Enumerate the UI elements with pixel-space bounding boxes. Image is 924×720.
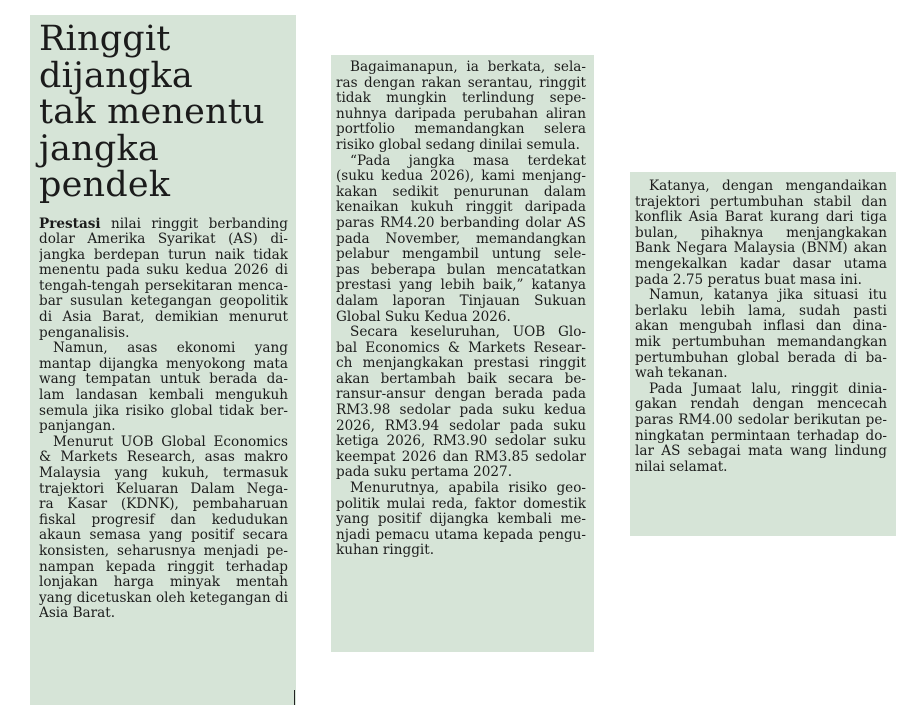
lead-word: Prestasi bbox=[39, 216, 101, 232]
text-line bbox=[635, 382, 887, 398]
headline-line: tak menentu bbox=[39, 92, 265, 132]
text-line bbox=[336, 325, 586, 341]
text-line bbox=[336, 294, 586, 310]
line-text: mengekalkan kadar dasar utama bbox=[635, 256, 887, 272]
article-column-3 bbox=[630, 172, 896, 536]
line-text: ransur-ansur dengan berada pada bbox=[336, 387, 586, 403]
line-text: yang positif dijangka kembali me- bbox=[336, 512, 586, 528]
text-line bbox=[39, 263, 288, 279]
line-text: & Markets Research, asas makro bbox=[39, 450, 288, 466]
line-text: politik mulai reda, faktor domestik bbox=[336, 496, 586, 512]
text-line bbox=[39, 388, 288, 404]
line-text: keempat 2026 dan RM3.85 sedolar bbox=[336, 449, 586, 465]
column-rule-mark bbox=[294, 690, 295, 705]
line-text: Menurut UOB Global Economics bbox=[53, 434, 288, 450]
line-text: fiskal progresif dan kedudukan bbox=[39, 512, 288, 528]
text-line bbox=[336, 512, 586, 528]
line-text: paras RM4.20 berbanding dolar AS bbox=[336, 215, 586, 231]
line-text: Asia Barat. bbox=[39, 606, 116, 622]
text-line bbox=[336, 419, 586, 435]
line-text: trajektori pertumbuhan stabil dan bbox=[635, 194, 887, 210]
text-line bbox=[336, 91, 586, 107]
text-line bbox=[39, 435, 288, 451]
text-line bbox=[635, 413, 887, 429]
text-line bbox=[39, 606, 288, 622]
text-line bbox=[336, 528, 586, 544]
line-text: Bank Negara Malaysia (BNM) akan bbox=[635, 241, 887, 257]
text-line bbox=[336, 372, 586, 388]
text-line bbox=[635, 273, 887, 289]
column-3-text bbox=[635, 179, 887, 475]
text-line bbox=[635, 210, 887, 226]
column-1-text bbox=[39, 217, 288, 622]
line-text: tengah-tengah persekitaran menca- bbox=[39, 278, 288, 294]
line-text: akan mengubah inflasi dan dina- bbox=[635, 319, 887, 335]
headline bbox=[39, 21, 288, 204]
text-line bbox=[336, 434, 586, 450]
line-text: pas beberapa bulan mencatatkan bbox=[336, 262, 586, 278]
text-line bbox=[39, 217, 288, 233]
line-text: berlaku lebih lama, sudah pasti bbox=[635, 303, 887, 319]
text-line bbox=[336, 216, 586, 232]
line-text: ningkatan permintaan terhadap do- bbox=[635, 428, 887, 444]
line-text: pelabur mengambil untung sele- bbox=[336, 247, 586, 263]
line-text: di Asia Barat, demikian menurut bbox=[39, 310, 288, 326]
line-text: bulan, pihaknya menjangkakan bbox=[635, 225, 887, 241]
line-text: Malaysia yang kukuh, termasuk bbox=[39, 466, 288, 481]
text-line bbox=[39, 294, 288, 310]
text-line bbox=[336, 497, 586, 513]
line-text: akan bertambah baik secara be- bbox=[336, 371, 586, 387]
text-line bbox=[336, 263, 586, 279]
text-line bbox=[336, 138, 586, 154]
text-line bbox=[635, 257, 887, 273]
text-line bbox=[39, 591, 288, 607]
line-text: Global Suku Kedua 2026. bbox=[336, 309, 511, 325]
line-text: 2026, RM3.94 sedolar pada suku bbox=[336, 418, 586, 434]
text-line bbox=[635, 351, 887, 367]
text-line bbox=[39, 450, 288, 466]
text-line bbox=[39, 341, 288, 357]
text-line bbox=[39, 497, 288, 513]
line-text: konsisten, seharusnya menjadi pe- bbox=[39, 543, 288, 559]
text-line bbox=[336, 387, 586, 403]
text-line bbox=[336, 76, 586, 92]
line-text: tidak mungkin terlindung sepe- bbox=[336, 91, 586, 107]
text-line bbox=[635, 397, 887, 413]
line-text: menentu pada suku kedua 2026 di bbox=[39, 263, 288, 279]
line-text: ra Kasar (KDNK), pembaharuan bbox=[39, 497, 288, 513]
text-line bbox=[336, 356, 586, 372]
line-text: semula jika risiko global tidak ber- bbox=[39, 403, 288, 419]
line-text: prestasi yang lebih baik,” katanya bbox=[336, 278, 586, 294]
text-line bbox=[635, 335, 887, 351]
text-line bbox=[336, 310, 586, 326]
text-line bbox=[336, 154, 586, 170]
column-2-text bbox=[336, 60, 586, 559]
text-line bbox=[635, 444, 887, 460]
line-text: Bagaimanapun, ia berkata, sela- bbox=[350, 60, 586, 75]
text-line bbox=[336, 185, 586, 201]
text-line bbox=[39, 404, 288, 420]
line-text: pada 2.75 peratus buat masa ini. bbox=[635, 272, 862, 288]
text-line bbox=[39, 357, 288, 373]
article-column-2 bbox=[331, 55, 594, 652]
text-line bbox=[635, 429, 887, 445]
text-line bbox=[336, 403, 586, 419]
text-line bbox=[635, 366, 887, 382]
line-text: njadi pemacu utama kepada pengu- bbox=[336, 527, 586, 543]
text-line bbox=[336, 169, 586, 185]
line-text: trajektori Keluaran Dalam Nega- bbox=[39, 481, 288, 497]
text-line bbox=[39, 482, 288, 498]
text-line bbox=[336, 122, 586, 138]
line-text: yang dicetuskan oleh ketegangan di bbox=[39, 590, 288, 606]
text-line bbox=[39, 466, 288, 482]
text-line bbox=[336, 247, 586, 263]
line-text: nilai selamat. bbox=[635, 459, 728, 475]
line-text: nilai ringgit berbanding bbox=[100, 216, 288, 232]
line-text: nampan kepada ringgit terhadap bbox=[39, 559, 288, 575]
line-text: panjangan. bbox=[39, 419, 116, 435]
headline-line: jangka bbox=[39, 128, 159, 169]
text-line bbox=[635, 241, 887, 257]
line-text: Secara keseluruhan, UOB Glo- bbox=[350, 325, 586, 341]
text-line bbox=[39, 560, 288, 576]
line-text: dalam laporan Tinjauan Sukuan bbox=[336, 293, 586, 309]
line-text: Katanya, dengan mengandaikan bbox=[649, 179, 887, 194]
line-text: kenaikan kukuh ringgit daripada bbox=[336, 200, 586, 216]
line-text: pada November, memandangkan bbox=[336, 231, 586, 247]
line-text: ch menjangkakan prestasi ringgit bbox=[336, 356, 586, 372]
text-line bbox=[336, 60, 586, 76]
line-text: lam landasan kembali mengukuh bbox=[39, 388, 288, 404]
text-line bbox=[635, 226, 887, 242]
line-text: “Pada jangka masa terdekat bbox=[350, 153, 586, 169]
line-text: gakan rendah dengan mencecah bbox=[635, 397, 887, 413]
text-line bbox=[635, 195, 887, 211]
line-text: paras RM4.00 sedolar berikutan pe- bbox=[635, 412, 887, 428]
article-column-1 bbox=[30, 15, 296, 705]
line-text: ketiga 2026, RM3.90 sedolar suku bbox=[336, 434, 586, 450]
text-line bbox=[336, 543, 586, 559]
line-text: Pada Jumaat lalu, ringgit dinia- bbox=[649, 381, 887, 397]
line-text: portfolio memandangkan selera bbox=[336, 122, 586, 138]
text-line bbox=[336, 481, 586, 497]
text-line bbox=[336, 278, 586, 294]
headline-line: dijangka bbox=[39, 55, 193, 96]
line-text: bal Economics & Markets Resear- bbox=[336, 340, 586, 356]
text-line bbox=[635, 179, 887, 195]
line-text: wang tempatan untuk berada da- bbox=[39, 372, 288, 388]
text-line bbox=[39, 419, 288, 435]
line-text: wah tekanan. bbox=[635, 366, 728, 382]
line-text: mik pertumbuhan memandangkan bbox=[635, 334, 887, 350]
line-text: lar AS sebagai mata wang lindung bbox=[635, 444, 887, 460]
line-text: risiko global sedang dinilai semula. bbox=[336, 137, 580, 153]
line-text: jangka berdepan turun naik tidak bbox=[39, 247, 288, 263]
text-line bbox=[39, 232, 288, 248]
text-line bbox=[39, 248, 288, 264]
text-line bbox=[39, 575, 288, 591]
line-text: RM3.98 sedolar pada suku kedua bbox=[336, 403, 586, 419]
line-text: kuhan ringgit. bbox=[336, 543, 435, 559]
headline-line: Ringgit bbox=[39, 19, 171, 59]
line-text: mantap dijangka menyokong mata bbox=[39, 356, 288, 372]
line-text: penganalisis. bbox=[39, 325, 130, 341]
text-line bbox=[635, 288, 887, 304]
text-line bbox=[336, 450, 586, 466]
line-text: (suku kedua 2026), kami menjang- bbox=[336, 169, 586, 185]
line-text: dolar Amerika Syarikat (AS) di- bbox=[39, 232, 288, 248]
text-line bbox=[635, 319, 887, 335]
text-line bbox=[39, 544, 288, 560]
text-line bbox=[336, 107, 586, 123]
text-line bbox=[635, 304, 887, 320]
text-line bbox=[39, 372, 288, 388]
line-text: ras dengan rakan serantau, ringgit bbox=[336, 75, 586, 91]
line-text: nuhnya daripada perubahan aliran bbox=[336, 106, 586, 122]
text-line bbox=[336, 200, 586, 216]
text-line bbox=[336, 465, 586, 481]
text-line bbox=[39, 310, 288, 326]
line-text: Menurutnya, apabila risiko geo- bbox=[350, 481, 586, 497]
text-line bbox=[39, 326, 288, 342]
line-text: Namun, katanya jika situasi itu bbox=[649, 288, 887, 304]
line-text: kakan sedikit penurunan dalam bbox=[336, 184, 586, 200]
line-text: bar susulan ketegangan geopolitik bbox=[39, 294, 288, 310]
text-line bbox=[336, 232, 586, 248]
text-line bbox=[635, 460, 887, 476]
line-text: pertumbuhan global berada di ba- bbox=[635, 350, 887, 366]
line-text: pada suku pertama 2027. bbox=[336, 465, 513, 481]
line-text: konflik Asia Barat kurang dari tiga bbox=[635, 210, 887, 226]
line-text: akaun semasa yang positif secara bbox=[39, 528, 288, 544]
text-line bbox=[39, 513, 288, 529]
text-line bbox=[39, 528, 288, 544]
headline-line: pendek bbox=[39, 165, 171, 205]
text-line bbox=[336, 341, 586, 357]
line-text: lonjakan harga minyak mentah bbox=[39, 575, 288, 591]
line-text: Namun, asas ekonomi yang bbox=[53, 341, 288, 357]
text-line bbox=[39, 279, 288, 295]
